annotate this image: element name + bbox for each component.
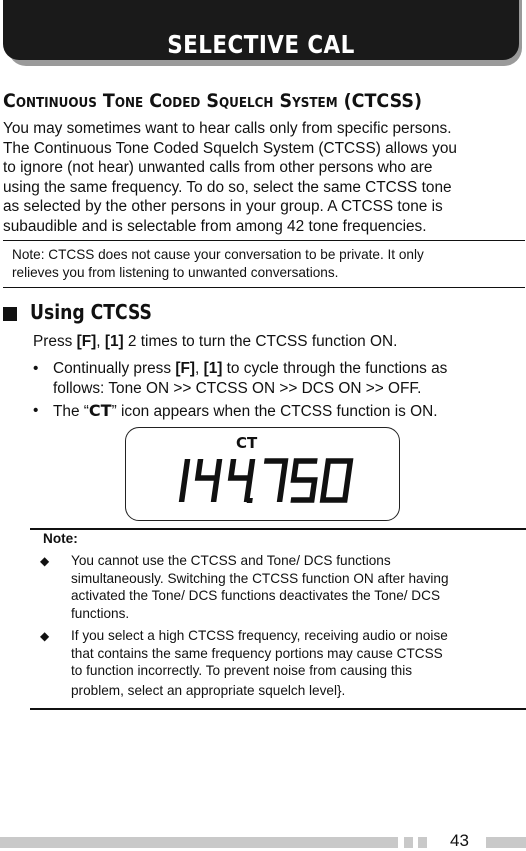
page-number: 43 [450,831,469,850]
key-f: [F] [175,360,195,377]
frequency-readout [176,456,356,506]
intro-line: You may sometimes want to hear calls only from specific persons. [3,120,452,137]
digit-7 [259,461,286,502]
intro-line: to ignore (not hear) unwanted calls from other persons who are [3,159,433,176]
text: 2 times to turn the CTCSS function ON. [123,333,398,350]
note-line: activated the Tone/ DCS functions deactivates the Tone/ DCS [71,588,441,603]
subsection-marker [3,307,17,321]
header-banner [3,0,519,60]
diamond-bullet: ◆ [40,554,50,568]
diamond-bullet: ◆ [40,629,50,643]
text: The “ [53,403,89,420]
footer-square [418,837,427,848]
digit-4b [228,459,253,502]
footer-square [404,837,413,848]
text: Continually press [53,360,176,377]
note-line: problem, select an appropriate squelch level}. [71,682,346,698]
divider [3,240,525,241]
press-instruction [33,333,397,351]
text: , [96,333,105,350]
divider [30,528,526,530]
note-line: If you select a high CTCSS frequency, receiving audio or noise [71,628,448,643]
note-line: simultaneously. Switching the CTCSS function ON after having [71,570,449,586]
section-title: Continuous Tone Coded Squelch System (CTCSS) [3,90,422,112]
decimal-point [249,498,250,503]
note-heading: Note: [43,531,78,546]
key-1: [1] [104,333,124,350]
text: , [195,360,204,377]
divider [3,287,525,288]
footer-bar [0,837,398,848]
text: Press [33,333,77,350]
footer-bar [486,837,526,848]
divider [30,708,526,710]
digit-4 [195,459,220,502]
intro-line: The Continuous Tone Coded Squelch System (CTCSS) allows you [3,139,457,157]
note-line: functions. [71,605,130,621]
key-1: [1] [203,360,223,377]
bullet-text [53,401,513,422]
bullet-dot: • [33,360,39,377]
key-f: [F] [76,333,97,350]
text: to cycle through the functions as [222,360,448,377]
intro-paragraph [3,119,519,236]
bullet-dot: • [33,402,39,419]
intro-line: subaudible and is selectable from among 42 tone frequencies. [3,217,427,235]
privacy-note [12,246,512,282]
bullet-text [53,359,513,398]
digit-1 [182,459,188,502]
subsection-title: Using CTCSS [30,300,152,324]
note-line: relieves you from listening to unwanted conversations. [12,265,339,280]
note-line: that contains the same frequency portions may cause CTCSS [71,645,443,661]
note-line: to function incorrectly. To prevent noise from causing this [71,663,413,678]
digit-5 [291,461,317,500]
intro-line: as selected by the other persons in your group. A CTCSS tone is [3,198,443,215]
ct-indicator: CT [236,434,258,452]
note-line: Note: CTCSS does not cause your conversation to be private. It only [12,247,424,262]
note-line: You cannot use the CTCSS and Tone/ DCS functions [71,553,391,568]
ct-icon: CT [88,401,112,420]
text: ” icon appears when the CTCSS function is ON. [111,403,438,420]
chapter-title: SELECTIVE CAL [167,30,355,59]
lcd-display [125,427,400,521]
digit-0 [323,461,350,500]
intro-line: using the same frequency. To do so, select the same CTCSS tone [3,178,452,196]
text: follows: Tone ON >> CTCSS ON >> DCS ON >> OFF. [53,379,422,397]
